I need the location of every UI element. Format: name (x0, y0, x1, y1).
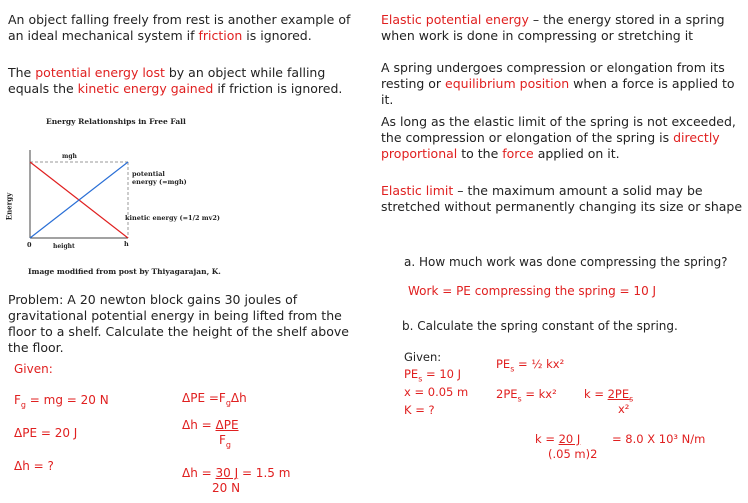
kinetic-energy-legend: kinetic energy (=1/2 mv2) (125, 214, 220, 222)
given-pes: $PE_s = 10$ J (404, 367, 462, 384)
problem-statement: Problem: A 20 newton block gains 30 joules of gravitational potential energy in being lifted from the floor to a shelf. Calculate the height of the shelf above the floor. (8, 292, 349, 355)
energy-conservation-text: The potential energy lost by an object while falling equals the kinetic energy gained if friction is ignored. (8, 65, 343, 96)
given-dpe: ΔPE = 20 J (14, 426, 78, 440)
hookes-law-text: As long as the elastic limit of the spring is not exceeded, the compression or elongation of the spring is directly proportional to the force applied on it. (381, 114, 736, 161)
equation-dh: Δh = ΔPE $F_g$ (182, 418, 239, 450)
chart-ylabel: Energy (4, 192, 14, 221)
spring-compression-text: A spring undergoes compression or elongation from its resting or equilibrium position when a force is applied to it. (381, 60, 735, 107)
formula-k-result: = 8.0 X 10³ N/m (612, 432, 706, 446)
given-x: x = 0.05 m (404, 385, 469, 399)
free-fall-intro: An object falling freely from rest is another example of an ideal mechanical system if friction is ignored. (8, 12, 351, 43)
chart-origin: 0 (27, 241, 32, 249)
equation-solution: Δh = 30 J = 1.5 m 20 N (182, 466, 291, 495)
formula-k-substituted: k = 20 J (.05 m)2 (535, 432, 598, 461)
chart-xend: h (124, 240, 129, 248)
given-fg: $F_g$ = mg = 20 N (14, 393, 109, 410)
chart-title: Energy Relationships in Free Fall (46, 117, 186, 126)
chart-plot (0, 110, 290, 280)
formula-2pes: $2PE_s = kx^2$ (496, 387, 557, 404)
formula-k: $k = 2PE_s$ x² (584, 387, 634, 416)
answer-a: Work = PE compressing the spring = 10 J (408, 284, 657, 298)
given-label-right: Given: (404, 350, 442, 364)
elastic-pe-definition: Elastic potential energy – the energy stored in a spring when work is done in compressing or stretching it (381, 12, 725, 43)
chart-xlabel: height (53, 243, 75, 250)
question-a: a. How much work was done compressing the spring? (404, 255, 728, 269)
question-b: b. Calculate the spring constant of the spring. (402, 319, 678, 333)
given-dh: Δh = ? (14, 459, 54, 473)
chart-credit: Image modified from post by Thiyagarajan, K. (28, 267, 221, 276)
energy-chart (0, 110, 290, 280)
formula-pes: $PE_s$ = ½ kx² (496, 357, 565, 374)
equation-pe: $\Delta PE =F_g\Delta h$ (182, 391, 247, 408)
potential-energy-legend: potential energy (=mgh) (132, 170, 187, 186)
elastic-limit-definition: Elastic limit – the maximum amount a solid may be stretched without permanently changing its size or shape (381, 183, 743, 214)
given-label-left: Given: (14, 362, 53, 376)
given-k: K = ? (404, 403, 435, 417)
chart-mgh-label: mgh (62, 153, 77, 160)
